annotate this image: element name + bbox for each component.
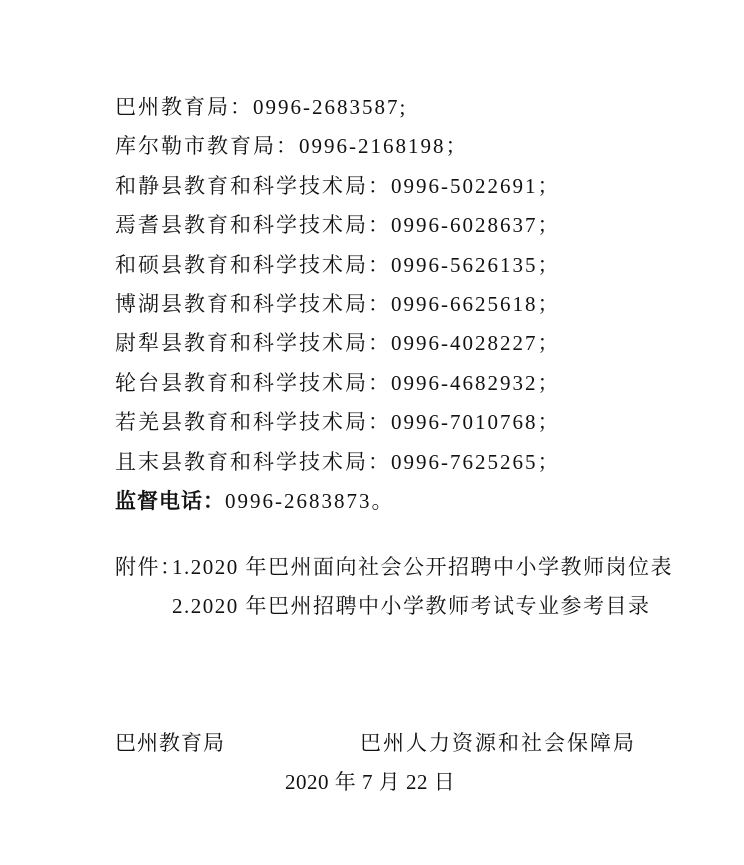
contact-line-yanqi: 焉耆县教育和科学技术局：0996-6028637；: [115, 213, 561, 238]
contact-phone-list: [115, 88, 561, 521]
attachment-item-1: 1.2020 年巴州面向社会公开招聘中小学教师岗位表: [172, 555, 673, 579]
attachment-section: [115, 548, 673, 625]
supervision-phone-number: 0996-2683873。: [225, 489, 395, 514]
supervision-phone-line: [115, 482, 561, 521]
contact-line-yuli: 尉犁县教育和科学技术局：0996-4028227；: [115, 331, 561, 356]
signature-hr-social-security-bureau: 巴州人力资源和社会保障局: [360, 731, 636, 755]
contact-line-hejing: 和静县教育和科学技术局：0996-5022691；: [115, 173, 561, 198]
attachment-label: 附件：: [115, 555, 183, 579]
contact-line-korla: 库尔勒市教育局：0996-2168198；: [115, 134, 469, 159]
contact-line-bazhou-education: 巴州教育局：0996-2683587;: [115, 95, 408, 119]
contact-line-ruoqiang: 若羌县教育和科学技术局：0996-7010768；: [115, 410, 561, 435]
contact-line-luntai: 轮台县教育和科学技术局：0996-4682932；: [115, 370, 561, 395]
supervision-label: 监督电话：: [115, 490, 225, 514]
contact-line-bohu: 博湖县教育和科学技术局：0996-6625618；: [115, 292, 561, 317]
signature-date: 2020 年 7 月 22 日: [285, 770, 456, 794]
contact-line-heshuo: 和硕县教育和科学技术局：0996-5626135；: [115, 252, 561, 277]
attachment-items: [172, 548, 673, 625]
attachment-item-2: 2.2020 年巴州招聘中小学教师考试专业参考目录: [172, 593, 651, 618]
signature-education-bureau: 巴州教育局: [115, 731, 225, 755]
contact-line-qiemo: 且末县教育和科学技术局：0996-7625265；: [115, 449, 561, 474]
